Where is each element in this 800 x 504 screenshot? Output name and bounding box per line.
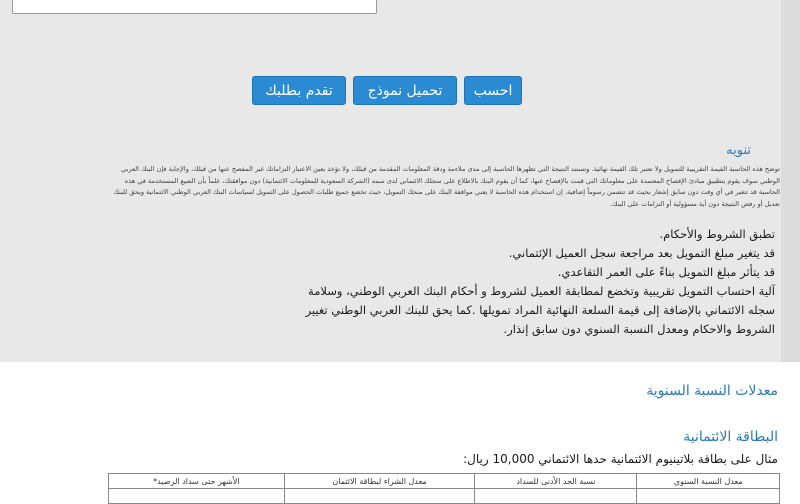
- list-item: آلية احتساب التمويل تقريبية وتخضع لمطابقة العميل لشروط و أحكام البنك العربي الوطني، وسلامة سجله الائتماني بالإضافة إلى قيمة السلعة النهائية المراد تمويلها .كما يحق للبنك العربي الوطني تغيير الشروط والاحكام ومعدل النسبة السنوي دون سابق إنذار.: [300, 282, 775, 339]
- credit-card-heading: البطاقة الائتمانية: [683, 429, 778, 445]
- table-cell: [109, 489, 285, 504]
- amount-input[interactable]: [12, 0, 377, 14]
- list-item: قد يتغير مبلغ التمويل بعد مراجعة سجل العميل الإئتماني.: [300, 244, 775, 263]
- notice-title: تنويه: [726, 143, 751, 158]
- list-item: قد يتأثر مبلغ التمويل بناءً على العمر التقاعدي.: [300, 263, 775, 282]
- calculate-button[interactable]: احسب: [464, 76, 522, 105]
- example-text: مثال على بطاقة بلاتينيوم الائتمانية حدها الائتماني 10,000 ريال:: [463, 452, 778, 466]
- table-row: [109, 489, 780, 504]
- conditions-list: [300, 225, 791, 339]
- download-form-button[interactable]: تحميل نموذج: [353, 76, 457, 105]
- table-cell: [284, 489, 475, 504]
- table-cell: [637, 489, 780, 504]
- table-cell: [475, 489, 637, 504]
- table-header: معدل الشراء لبطاقة الائتمان: [284, 474, 475, 489]
- apply-button[interactable]: تقدم بطلبك: [252, 76, 346, 105]
- table-header: معدل النسبة السنوي: [637, 474, 780, 489]
- rates-table: [108, 473, 780, 504]
- table-header: نسبة الحد الأدنى للسداد: [475, 474, 637, 489]
- table-header-row: [109, 474, 780, 489]
- list-item: تطبق الشروط والأحكام.: [300, 225, 775, 244]
- disclaimer-text: توضح هذه الحاسبة القيمة التقريبية للتمويل ولا تعتبر تلك القيمة نهائية. وتستند النتيجة التي تظهرها الحاسبة إلى مدى ملاءمة ودقة المعلومات المقدمة من قبلك، ولا تؤخذ بعين الاعتبار التزاماتك غير المفصح عنها من قبلك، والإجابة فإن البنك العربي الوطني سوف يقوم بتطبيق مبادئ الإفصاح المعتمدة على معلوماتك التي قمت بالإفصاح عنها، كما أن يقوم البنك بالاطلاع على سجلك الائتماني لدى سمه (الشركة السعودية للمعلومات الائتمانية) دون موافقتك، علماً بأن الصيغ المستخدمة في هذه الحاسبة قد تتغير في أي وقت دون سابق إشعار بحيث قد تتضمن رسوماً إضافية. إن استخدام هذه الحاسبة لا يعني موافقة البنك على منحك التمويل، حيث تخضع جميع طلبات الحصول على التمويل لسياسات البنك العربي الوطني الائتمانية ويحق للبنك تعديل أو رفض النتيجة دون أية مسؤولية أو التزامات على البنك.: [113, 165, 780, 208]
- page-scrollbar[interactable]: [781, 0, 800, 362]
- annual-rates-heading: معدلات النسبة السنوية: [646, 383, 778, 399]
- table-header: الأشهر حتى سداد الرصيد*: [109, 474, 285, 489]
